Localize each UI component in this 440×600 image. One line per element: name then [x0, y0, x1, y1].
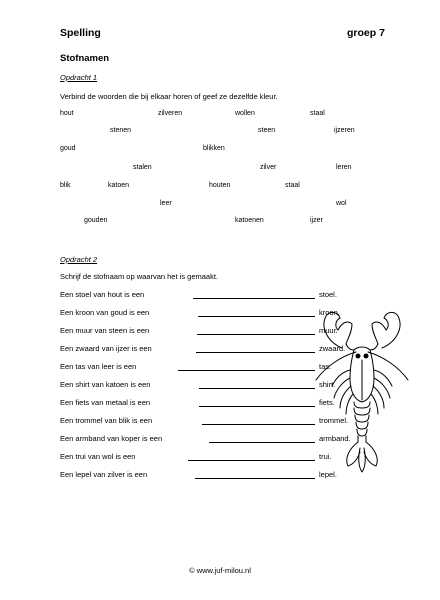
word-item: gouden	[84, 217, 108, 224]
word-item: wollen	[235, 110, 255, 117]
sentence-prefix: Een trui van wol is een	[60, 452, 136, 461]
sentence-suffix: fiets.	[319, 398, 335, 407]
answer-blank[interactable]	[198, 316, 315, 317]
sentence-suffix: zwaard.	[319, 344, 346, 353]
lobster-illustration	[312, 308, 412, 480]
sentence-suffix: trui.	[319, 452, 332, 461]
sentence-prefix: Een tas van leer is een	[60, 362, 137, 371]
word-item: houten	[209, 182, 231, 189]
sentence-suffix: kroon.	[319, 308, 340, 317]
word-item: hout	[60, 110, 74, 117]
answer-blank[interactable]	[196, 352, 315, 353]
sentence-prefix: Een kroon van goud is een	[60, 308, 150, 317]
word-item: blikken	[203, 145, 225, 152]
sentence-suffix: trommel.	[319, 416, 349, 425]
answer-blank[interactable]	[209, 442, 315, 443]
sentence-prefix: Een shirt van katoen is een	[60, 380, 151, 389]
answer-blank[interactable]	[197, 334, 315, 335]
exercise1-title: Opdracht 1	[60, 73, 98, 82]
word-item: staal	[285, 182, 300, 189]
answer-blank[interactable]	[178, 370, 315, 371]
copyright-footer: © www.juf-milou.nl	[189, 566, 251, 575]
sentence-prefix: Een trommel van blik is een	[60, 416, 153, 425]
word-item: wol	[336, 200, 347, 207]
answer-blank[interactable]	[195, 478, 315, 479]
word-item: staal	[310, 110, 325, 117]
answer-blank[interactable]	[202, 424, 315, 425]
word-item: zilver	[260, 164, 277, 171]
sentence-row	[60, 290, 337, 300]
sentence-row	[60, 308, 340, 318]
word-item: goud	[60, 145, 76, 152]
sentence-suffix: tas.	[319, 362, 332, 371]
sentence-row	[60, 344, 346, 354]
exercise2-title: Opdracht 2	[60, 255, 98, 264]
sentence-suffix: lepel.	[319, 470, 337, 479]
word-item: ijzeren	[334, 127, 355, 134]
sentence-prefix: Een zwaard van ijzer is een	[60, 344, 152, 353]
sentence-prefix: Een stoel van hout is een	[60, 290, 145, 299]
sentence-row	[60, 326, 338, 336]
word-item: zilveren	[158, 110, 183, 117]
word-item: katoenen	[235, 217, 264, 224]
sentence-row	[60, 452, 332, 462]
word-item: ijzer	[310, 217, 323, 224]
exercise2-instruction: Schrijf de stofnaam op waarvan het is gemaakt.	[60, 272, 218, 281]
sentence-prefix: Een fiets van metaal is een	[60, 398, 151, 407]
answer-blank[interactable]	[188, 460, 315, 461]
sentence-row	[60, 416, 349, 426]
sentence-prefix: Een muur van steen is een	[60, 326, 150, 335]
group-header: groep 7	[347, 27, 385, 39]
subject-header: Spelling	[60, 27, 101, 39]
sentence-row	[60, 434, 351, 444]
sentence-prefix: Een armband van koper is een	[60, 434, 163, 443]
sentence-row	[60, 380, 336, 390]
page-title: Stofnamen	[60, 53, 110, 64]
sentence-prefix: Een lepel van zilver is een	[60, 470, 148, 479]
sentence-row	[60, 470, 337, 480]
word-item: stalen	[133, 164, 152, 171]
word-item: leer	[160, 200, 172, 207]
sentence-suffix: muur.	[319, 326, 338, 335]
word-item: leren	[336, 164, 352, 171]
sentence-suffix: shirt.	[319, 380, 336, 389]
word-item: blik	[60, 182, 71, 189]
sentence-suffix: stoel.	[319, 290, 337, 299]
answer-blank[interactable]	[193, 298, 315, 299]
word-item: stenen	[110, 127, 132, 134]
answer-blank[interactable]	[199, 406, 315, 407]
sentence-row	[60, 398, 335, 408]
word-item: katoen	[108, 182, 130, 189]
sentence-suffix: armband.	[319, 434, 351, 443]
exercise1-instruction: Verbind de woorden die bij elkaar horen of geef ze dezelfde kleur.	[60, 92, 278, 101]
answer-blank[interactable]	[199, 388, 315, 389]
sentence-row	[60, 362, 332, 372]
word-item: steen	[258, 127, 276, 134]
